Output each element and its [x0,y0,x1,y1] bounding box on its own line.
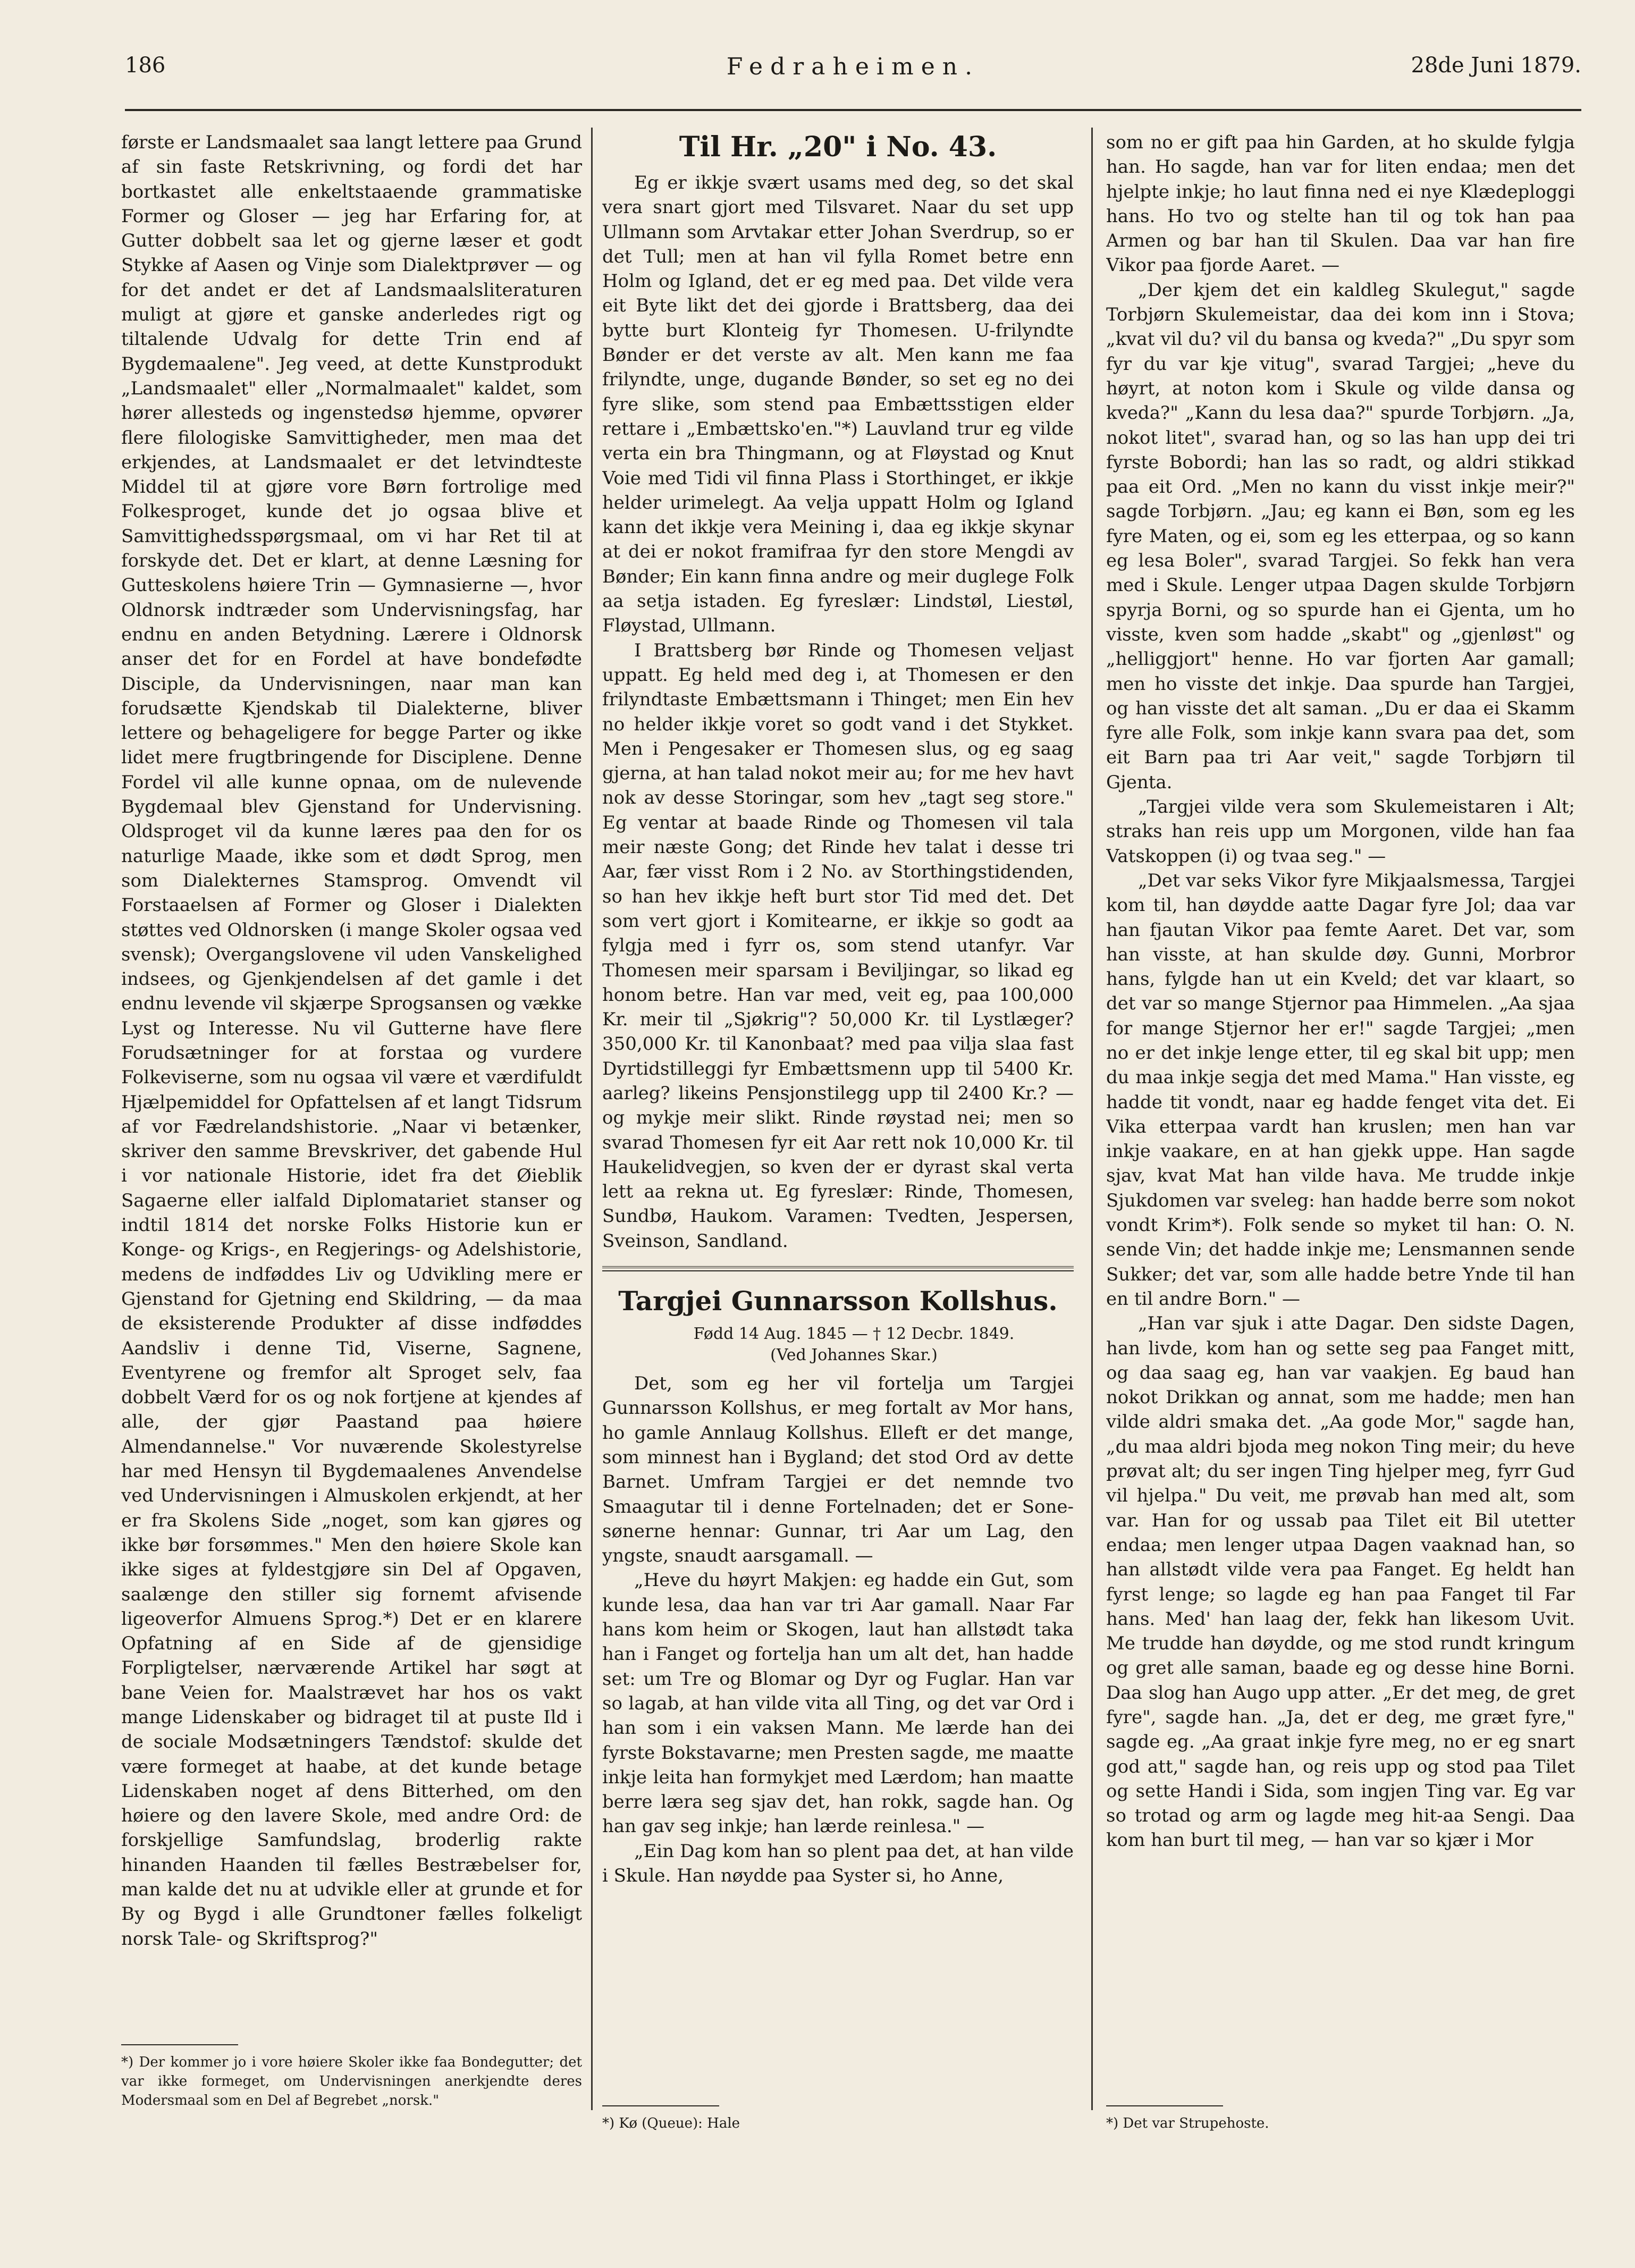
section-rule [602,1266,1074,1271]
footnote-rule [1106,2105,1223,2106]
paragraph: Eg er ikkje svært usams med deg, so det skal vera snart gjort med Tilsvaret. Naar du set upp Ullmann som Arvtakar etter Johan Sverdrup, so er det Tull; men at han vil fylla Romet betre enn Holm og Igland, det er eg med paa. Det vilde vera eit Byte likt det dei gjorde i Brattsberg, daa dei bytte burt Klonteig fyr Thomesen. U-frilyndte Bønder er det verste av alt. Men kann me faa frilyndte, unge, dugande Bønder, so set eg no dei fyre slike, som stend paa Embættsstigen elder rettare i „Embættsko'en."*) Lauvland trur eg vilde verta ein bra Thingmann, og at Fløystad og Knut Voie med Tidi vil finna Plass i Storthinget, er ikkje helder urimelegt. Aa velja uppatt Holm og Igland kann det ikkje vera Meining i, daa eg ikkje skynar at dei er nokot framifraa fyr den store Mengdi av Bønder; Ein kann finna andre og meir duglege Folk aa setja istaden. Eg fyreslær: Lindstøl, Liestøl, Fløystad, Ullmann. [602,172,1074,637]
column-2 [602,130,1074,2203]
footnote-rule [121,2044,238,2045]
masthead: Fedraheimen. [726,53,980,80]
page-header [125,48,1581,88]
column-divider-1 [591,128,593,2110]
column-3 [1106,130,1575,2203]
column-divider-2 [1091,128,1093,2110]
issue-date: 28de Juni 1879. [1411,53,1581,78]
article-continuation: første er Landsmaalet saa langt lettere paa Grund af sin faste Retskrivning, og fordi det har bortkastet alle enkeltstaaende grammatiske Former og Gloser — jeg har Erfaring for, at Gutter dobbelt saa let og gjerne læser et godt Stykke af Aasen og Vinje som Dialektprøver — og for det andet er det af Landsmaalsliteraturen muligt at gjøre et ganske anderledes rigt og tiltalende Udvalg for dette Trin end af Bygdemaalene". Jeg veed, at dette Kunstprodukt „Landsmaalet" eller „Normalmaalet" kaldet, som hører allesteds og ingenstedsø hjemme, opvører flere filologiske Samvittigheder, men maa det erkjendes, at Landsmaalet er det letvindteste Middel til at gjøre vore Børn fortrolige med Folkesproget, kunde det jo ogsaa blive et Samvittighedsspørgsmaal, om vi har Ret til at forskyde det. Det er klart, at denne Læsning for Gutteskolens høiere Trin — Gymnasierne —, hvor Oldnorsk indtræder som Undervisningsfag, har endnu en anden Betydning. Lærere i Oldnorsk anser det for en Fordel at have bondefødte Disciple, da Undervisningen, naar man kan forudsætte Kjendskab til Dialekterne, bliver lettere og behageligere for begge Parter og ikke lidet mere frugtbringende for Disciplene. Denne Fordel vil alle kunne opnaa, om de nulevende Bygdemaal blev Gjenstand for Undervisning. Oldsproget vil da kunne læres paa den for os naturlige Maade, ikke som et dødt Sprog, men som Dialekternes Stamsprog. Omvendt vil Forstaaelsen af Former og Gloser i Dialekten støttes ved Oldnorsken (i mange Skoler ogsaa ved svensk); Overgangslovene vil uden Vanskelighed indsees, og Gjenkjendelsen af det gamle i det endnu levende vil skjærpe Sprogsansen og vække Lyst og Interesse. Nu vil Gutterne have flere Forudsætninger for at forstaa og vurdere Folkeviserne, som nu ogsaa vil være et værdifuldt Hjælpemiddel for Opfattelsen af et langt Tidsrum af vor Fædrelandshistorie. „Naar vi betænker, skriver den samme Brevskriver, det gabende Hul i vor nationale Historie, idet fra det Øieblik Sagaerne eller ialfald Diplomatariet stanser og indtil 1814 det norske Folks Historie kun er Konge- og Krigs-, en Regjerings- og Adelshistorie, medens de indføddes Liv og Udvikling mere er Gjenstand for Gjetning end Skildring, — da maa de eksisterende Produkter af disse indføddes Aandsliv i denne Tid, Viserne, Sagnene, Eventyrene og fremfor alt Sproget selv, faa dobbelt Værd for os og nok fortjene at kjendes af alle, der gjør Paastand paa høiere Almendannelse." Vor nuværende Skolestyrelse har med Hensyn til Bygdemaalenes Anvendelse ved Undervisningen i Almuskolen erkjendt, at her er fra Skolens Side „noget, som kan gjøres og ikke bør forsømmes." Men den høiere Skole kan ikke siges at fyldestgjøre sin Del af Opgaven, saalænge den stiller sig fornemt afvisende ligeoverfor Almuens Sprog.*) Det er en klarere Opfatning af en Side af de gjensidige Forpligtelser, nærværende Artikel har søgt at bane Veien for. Maalstrævet har hos os vakt mange Lidenskaber og bidraget til at puste Ild i de sociale Modsætningers Tændstof: skulde det være formeget at haabe, at det kunde betage Lidenskaben noget af dens Bitterhed, om den høiere og den lavere Skole, med andre Ord: de forskjellige Samfundslag, broderlig rakte hinanden Haanden til fælles Bestræbelser for, man kalde det nu at udvikle eller at grunde et for By og Bygd i alle Grundtoner fælles folkeligt norsk Tale- og Skriftsprog?" [121,132,582,1950]
paragraph: „Ein Dag kom han so plent paa det, at han vilde i Skule. Han nøydde paa Syster si, ho Anne, [602,1840,1074,1886]
column-1 [121,130,582,2203]
page-number: 186 [125,53,166,78]
footnote: *) Det var Strupehoste. [1106,2115,1269,2131]
paragraph: „Heve du høyrt Makjen: eg hadde ein Gut, som kunde lesa, daa han var tri Aar gamall. Naar Far hans kom heim or Skogen, laut han allstødt taka han i Fanget og fortelja han um alt det, han hadde set: um Tre og Blomar og Dyr og Fuglar. Han var so lagab, at han vilde vita all Ting, og det var Ord i han som i ein vaksen Mann. Me lærde han dei fyrste Bokstavarne; men Presten sagde, me maatte inkje leita han formykjet med Lærdom; han maatte berre læra seg sjav det, han rokk, sagde han. Og han gav seg inkje; han lærde reinlesa." — [602,1570,1074,1837]
header-rule [125,109,1581,111]
article-author: (Ved Johannes Skar.) [770,1346,938,1365]
article-dates: Fødd 14 Aug. 1845 — † 12 Decbr. 1849. [693,1325,1015,1344]
paragraph: „Der kjem det ein kaldleg Skulegut," sagde Torbjørn Skulemeistar, daa dei kom inn i Stova; „kvat vil du? vil du bansa og kveda?" „Du spyr som fyr du var kje vitug", svarad Targjei; „heve du høyrt, at noton kom i Skule og vilde dansa og kveda?" „Kann du lesa daa?" spurde Torbjørn. „Ja, nokot litet", svarad han, og so las han upp dei tri fyrste Bobordi; han las so radt, og aldri stikkad paa eit Ord. „Men no kann du visst inkje meir?" sagde Torbjørn. „Jau; eg kann ei Bøn, som eg les fyre Maten, og ei, som eg les etterpaa, og so kann eg lesa Boler", svarad Targjei. So fekk han vera med i Skule. Lenger utpaa Dagen skulde Torbjørn spyrja Borni, og so spurde han ei Gjenta, um ho visste, kven som hadde „skabt" og „gjenløst" og „helliggjort" henne. Ho var fjorten Aar gamall; men ho visste det inkje. Daa spurde han Targjei, og han visste det alt saman. „Du er daa ei Skamm fyre alle Folk, som inkje kann svara paa det, som eit Barn paa tri Aar veit," sagde Torbjørn til Gjenta. [1106,279,1575,793]
article-title: Til Hr. „20" i No. 43. [679,131,997,163]
footnote: *) Kø (Queue): Hale [602,2115,740,2131]
footnote-rule [602,2105,719,2106]
paragraph: „Det var seks Vikor fyre Mikjaalsmessa, Targjei kom til, han døydde aatte Dagar fyre Jol; daa var han fjautan Vikor paa femte Aaret. Det var, som han visste, at han skulde døy. Gunni, Morbror hans, fylgde han ut ein Kveld; det var klaart, so det var so mange Stjernor paa Himmelen. „Aa sjaa for mange Stjernor her er!" sagde Targjei; „men no er det inkje lenge etter, til eg skal bit upp; men du maa inkje segja det med Mama." Han visste, eg hadde tit vondt, naar eg hadde fenget vita det. Ei Vika etterpaa vardt han kruslen; men han var inkje vaakare, en at han gjekk uppe. Han sagde sjav, kvat Mat han vilde hava. Me trudde inkje Sjukdomen var sveleg: han hadde berre som nokot vondt Krim*). Folk sende so myket til han: O. N. sende Vin; det hadde inkje me; Lensmannen sende Sukker; det var, som alle hadde betre Ynde til han en til andre Born." — [1106,870,1575,1310]
paragraph: Det, som eg her vil fortelja um Targjei Gunnarsson Kollshus, er meg fortalt av Mor hans, ho gamle Annlaug Kollshus. Elleft er det mange, som minnest han i Bygland; det stod Ord av dette Barnet. Umfram Targjei er det nemnde tvo Smaagutar til i denne Fortelnaden; det er Sone-sønerne hennar: Gunnar, tri Aar um Lag, den yngste, snaudt aarsgamall. — [602,1373,1074,1567]
paragraph: „Targjei vilde vera som Skulemeistaren i Alt; straks han reis upp um Morgonen, vilde han faa Vatskoppen (i) og tvaa seg." — [1106,796,1575,867]
paragraph: I Brattsberg bør Rinde og Thomesen veljast uppatt. Eg held med deg i, at Thomesen er den frilyndtaste Embættsmann i Thinget; men Ein hev no helder ikkje voret so godt vand i det Stykket. Men i Pengesaker er Thomesen slus, og eg saag gjerna, at han talad nokot meir au; for me hev havt nok av desse Storingar, som hev „tagt seg store." Eg ventar at baade Rinde og Thomesen vil tala meir næste Gong; det Rinde hev talat i desse tri Aar, fær visst Rom i 2 No. av Storthingstidenden, so han hev ikkje heft burt stor Tid med det. Det som vert gjort i Komitearne, er ikkje so godt aa fylgja med i fyrr os, som stend utanfyr. Var Thomesen meir sparsam i Beviljingar, so likad eg honom betre. Han var med, veit eg, paa 100,000 Kr. meir til „Sjøkrig"? 50,000 Kr. til Lystlæger? 350,000 Kr. til Kanonbaat? med paa vilja slaa fast Dyrtidstilleggi fyr Embættsmenn upp til 5400 Kr. aarleg? likeins Pensjonstilegg upp til 2400 Kr.? — og mykje meir slikt. Rinde røystad nei; men so svarad Thomesen fyr eit Aar rett nok 10,000 Kr. til Haukelidvegjen, so kven der er dyrast skal verta lett aa rekna ut. Eg fyreslær: Rinde, Thomesen, Sundbø, Haukom. Varamen: Tvedten, Jespersen, Sveinson, Sandland. [602,639,1074,1252]
paragraph: „Han var sjuk i atte Dagar. Den sidste Dagen, han livde, kom han og sette seg paa Fanget mitt, og daa saag eg, han var vaakjen. Eg baud han nokot Drikkan og annat, som me hadde; men han vilde aldri smaka det. „Aa gode Mor," sagde han, „du maa aldri bjoda meg nokon Ting meir; du heve prøvat alt; du ser ingen Ting hjelper meg, fyrr Gud vil hjelpa." Du veit, me prøvab han med alt, som var. Han for og ussab paa Tilet eit Bil utetter endaa; men lenger utpaa Dagen vaaknad han, so han allstødt vilde vera paa Fanget. Eg heldt han fyrst lenge; so lagde eg han paa Fanget til Far hans. Med' han laag der, fekk han likesom Uvit. Me trudde han døydde, og me stod rundt kringum og gret alle saman, baade eg og desse hine Borni. Daa slog han Augo upp atter. „Er det meg, de gret fyre", sagde han. „Ja, det er deg, me græt fyre," sagde eg. „Aa graat inkje fyre meg, no er eg snart god att," sagde han, og reis upp og stod paa Tilet og sette Handi i Sida, som ingjen Ting var. Eg var so trotad og arm og lagde meg hit-aa Sengi. Daa kom han burt til meg, — han var so kjær i Mor [1106,1313,1575,1851]
footnote: *) Der kommer jo i vore høiere Skoler ikke faa Bondegutter; det var ikke formeget, om Undervisningen anerkjendte deres Modersmaal som en Del af Begrebet „norsk." [121,2054,582,2109]
paragraph: som no er gift paa hin Garden, at ho skulde fylgja han. Ho sagde, han var for liten endaa; men det hjelpte inkje; ho laut finna ned ei nye Klædeploggi hans. Ho tvo og stelte han til og tok han paa Armen og bar han til Skulen. Daa var han fire Vikor paa fjorde Aaret. — [1106,132,1575,276]
article-title: Targjei Gunnarsson Kollshus. [618,1285,1058,1317]
